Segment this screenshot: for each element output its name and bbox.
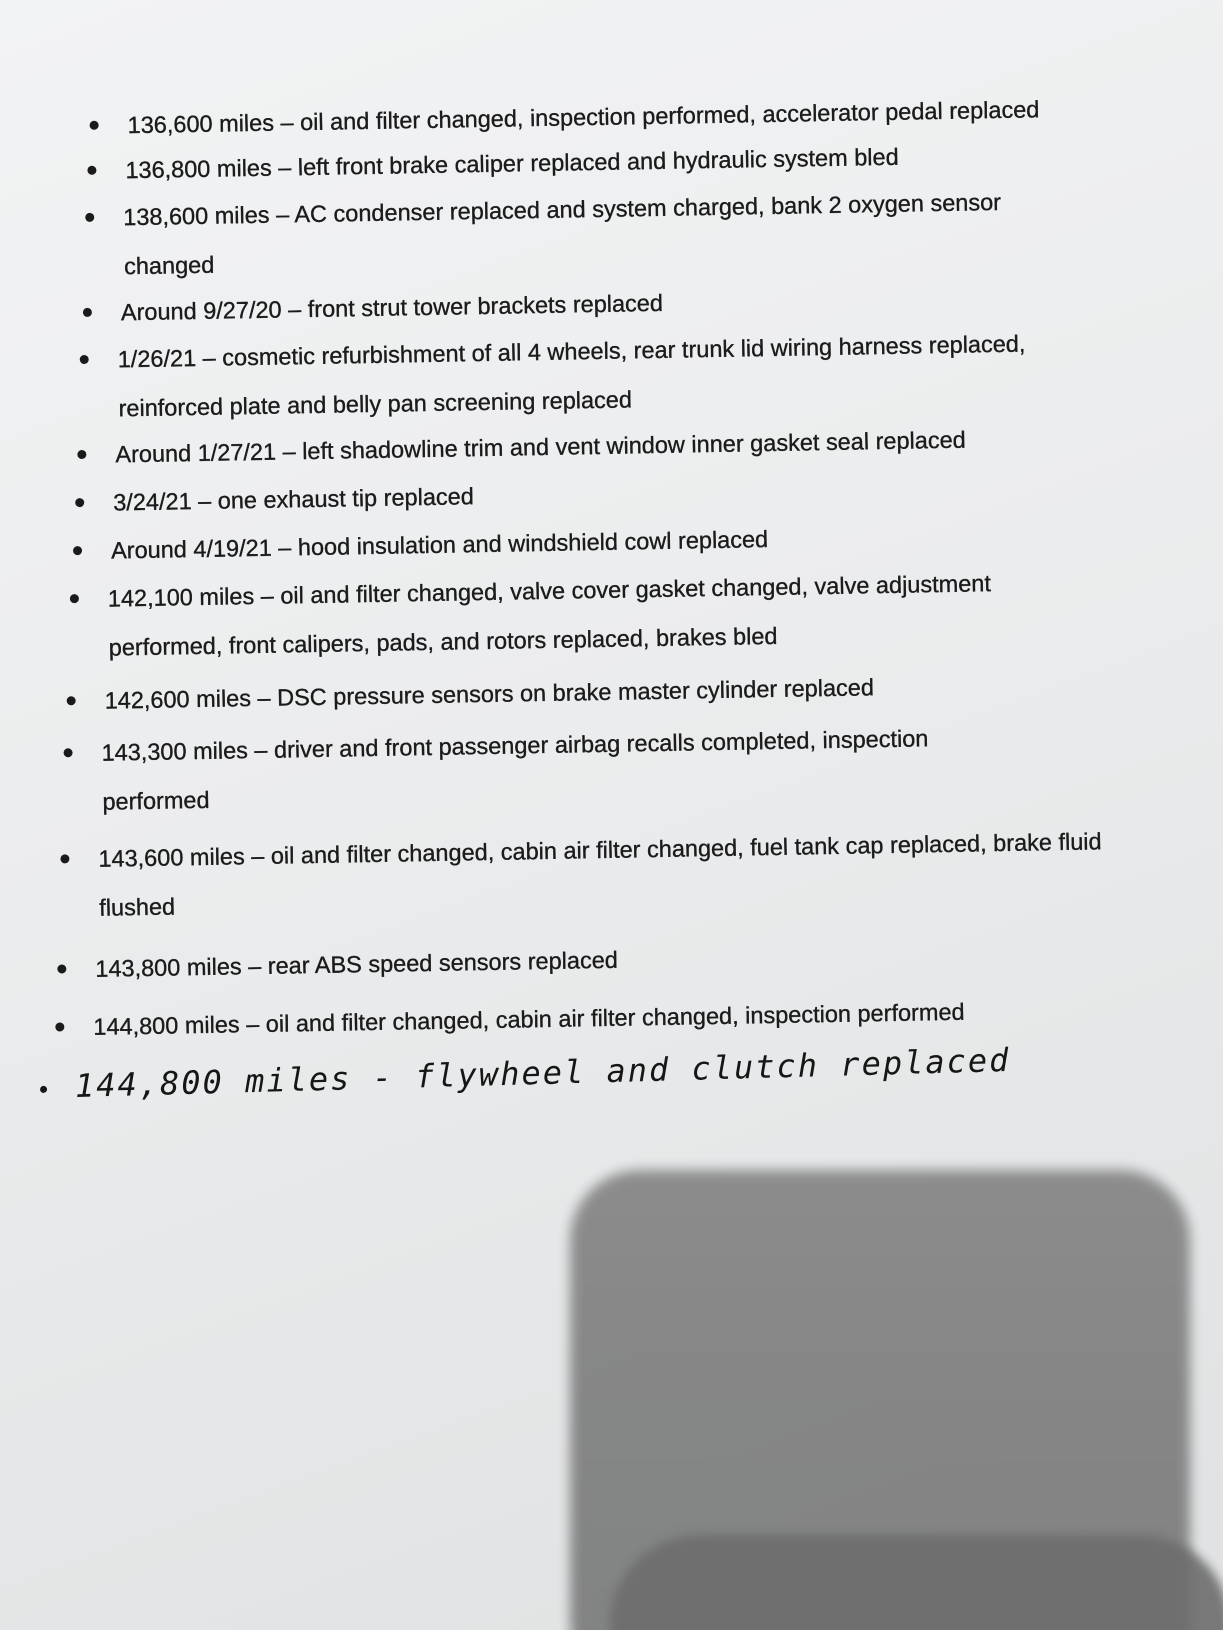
item-text: 136,600 miles – oil and filter changed, inspection performed, accelerator pedal replaced <box>127 96 1040 139</box>
item-text: 1/26/21 – cosmetic refurbishment of all 4 wheels, rear trunk lid wiring harness replaced, reinforced plate and belly pan screening replaced <box>117 330 1026 422</box>
bullet-icon <box>80 355 89 364</box>
bullet-icon <box>64 748 73 757</box>
list-item <box>107 558 1069 673</box>
item-text: Around 4/19/21 – hood insulation and windshield cowl replaced <box>110 526 769 564</box>
bullet-icon <box>70 594 79 603</box>
bullet-icon <box>40 1085 47 1092</box>
bullet-icon <box>77 450 86 459</box>
list-item <box>101 712 1033 826</box>
item-text: 144,800 miles – oil and filter changed, cabin air filter changed, inspection performed <box>93 998 965 1040</box>
bullet-icon <box>73 546 82 555</box>
item-text: 143,800 miles – rear ABS speed sensors replaced <box>95 946 619 982</box>
bullet-icon <box>83 308 92 317</box>
item-text: 138,600 miles – AC condenser replaced and system charged, bank 2 oxygen sensor changed <box>123 188 1002 280</box>
item-text: Around 9/27/20 – front strut tower brackets replaced <box>120 289 664 326</box>
item-text: 142,600 miles – DSC pressure sensors on brake master cylinder replaced <box>104 674 875 714</box>
list-item <box>95 927 1106 994</box>
item-text: 136,800 miles – left front brake caliper replaced and hydraulic system bled <box>125 143 899 184</box>
bullet-icon <box>60 854 69 863</box>
bullet-icon <box>55 1022 64 1031</box>
bullet-icon <box>85 213 94 222</box>
item-text: 143,300 miles – driver and front passenger airbag recalls completed, inspection performed <box>101 725 929 815</box>
list-item <box>98 817 1110 933</box>
bullet-icon <box>87 166 96 175</box>
bullet-icon <box>67 696 76 705</box>
item-text: 3/24/21 – one exhaust tip replaced <box>112 483 475 516</box>
item-text: 142,100 miles – oil and filter changed, valve cover gasket changed, valve adjustment performed, front calipers, pads, and rotors replaced, brakes bled <box>107 570 992 661</box>
hand-shadow <box>610 1535 1223 1630</box>
handwritten-note-text: 144,800 miles - flywheel and clutch replaced <box>74 1040 1011 1106</box>
bullet-icon <box>75 498 84 507</box>
item-text: 143,600 miles – oil and filter changed, cabin air filter changed, fuel tank cap replaced, brake fluid flushed <box>98 828 1102 921</box>
item-text: Around 1/27/21 – left shadowline trim and vent window inner gasket seal replaced <box>115 426 966 468</box>
bullet-icon <box>90 121 99 130</box>
bullet-icon <box>57 964 66 973</box>
